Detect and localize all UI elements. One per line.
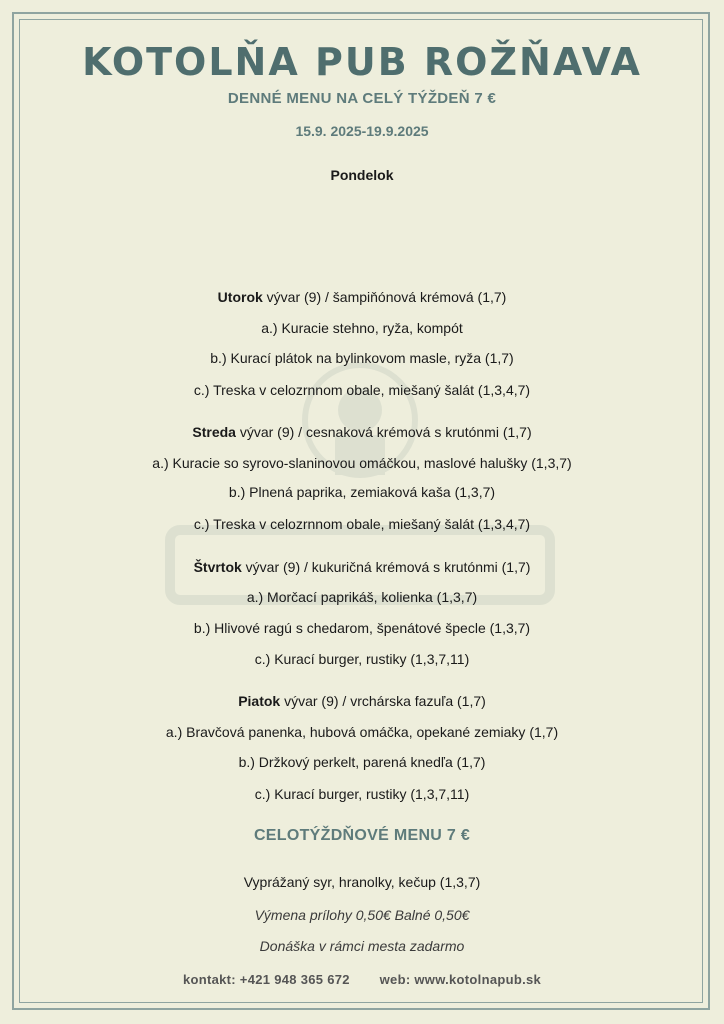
- friday-day-label: Piatok: [238, 693, 281, 709]
- monday-label: Pondelok: [330, 167, 394, 183]
- tuesday-soup: vývar (9) / šampiňónová krémová (1,7): [262, 289, 507, 305]
- friday-item-b: b.) Držkový perkelt, parená knedľa (1,7): [238, 754, 486, 770]
- wednesday-item-c: c.) Treska v celozrnnom obale, miešaný šalát (1,3,4,7): [193, 516, 531, 532]
- menu-dates: 15.9. 2025-19.9.2025: [295, 123, 429, 139]
- tuesday-soup-line: [0, 289, 724, 305]
- friday-item-a: a.) Bravčová panenka, hubová omáčka, opekané zemiaky (1,7): [165, 724, 559, 740]
- friday-soup-line: [0, 693, 724, 709]
- contact-phone[interactable]: kontakt: +421 948 365 672: [182, 972, 350, 987]
- weekly-menu-item: Vyprážaný syr, hranolky, kečup (1,3,7): [243, 874, 481, 890]
- thursday-item-b: b.) Hlivové ragú s chedarom, špenátové špecle (1,3,7): [193, 620, 531, 636]
- friday-item-c: c.) Kurací burger, rustiky (1,3,7,11): [254, 786, 470, 802]
- thursday-item-a: a.) Morčací paprikáš, kolienka (1,3,7): [246, 589, 478, 605]
- friday-soup: vývar (9) / vrchárska fazuľa (1,7): [280, 693, 486, 709]
- weekly-menu-title: CELOTÝŽDŇOVÉ MENU 7 €: [253, 827, 471, 844]
- thursday-soup: vývar (9) / kukuričná krémová s krutónmi (1,7): [241, 559, 531, 575]
- wednesday-soup-line: [0, 424, 724, 440]
- menu-subtitle: DENNÉ MENU NA CELÝ TÝŽDEŇ 7 €: [227, 90, 497, 107]
- tuesday-day-label: Utorok: [217, 289, 263, 305]
- wednesday-item-a: a.) Kuracie so syrovo-slaninovou omáčkou, maslové halušky (1,3,7): [152, 455, 572, 471]
- wednesday-item-b: b.) Plnená paprika, zemiaková kaša (1,3,7): [228, 484, 496, 500]
- wednesday-day-label: Streda: [192, 424, 236, 440]
- tuesday-item-b: b.) Kurací plátok na bylinkovom masle, ryža (1,7): [210, 350, 514, 366]
- tuesday-item-a: a.) Kuracie stehno, ryža, kompót: [261, 320, 463, 336]
- thursday-item-c: c.) Kurací burger, rustiky (1,3,7,11): [254, 651, 470, 667]
- thursday-soup-line: [0, 559, 724, 575]
- footer: [0, 972, 724, 987]
- website-link[interactable]: web: www.kotolnapub.sk: [379, 972, 542, 987]
- side-swap-note: Výmena prílohy 0,50€ Balné 0,50€: [254, 907, 470, 923]
- tuesday-item-c: c.) Treska v celozrnnom obale, miešaný šalát (1,3,4,7): [193, 382, 531, 398]
- thursday-day-label: Štvrtok: [193, 559, 242, 575]
- wednesday-soup: vývar (9) / cesnaková krémová s krutónmi (1,7): [235, 424, 532, 440]
- delivery-note: Donáška v rámci mesta zadarmo: [259, 938, 465, 954]
- pub-title: KOTOLŇA PUB ROŽŇAVA: [82, 40, 642, 84]
